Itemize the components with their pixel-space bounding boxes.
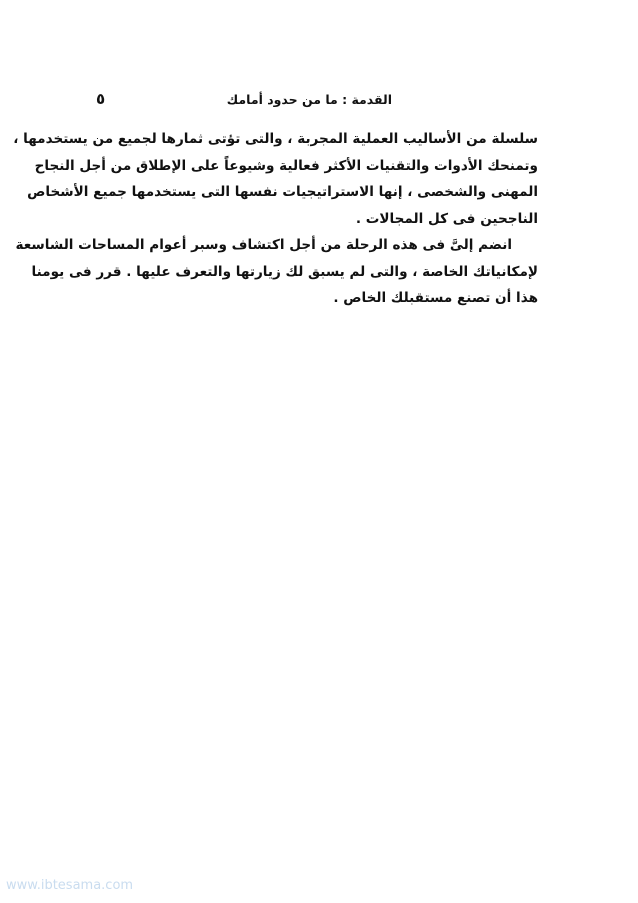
text-line: انضم إلىَّ فى هذه الرحلة من أجل اكتشاف وسبر أعوام المساحات الشاسعة xyxy=(15,237,512,253)
paragraph-1 xyxy=(13,126,538,232)
header-title: القدمة : ما من حدود أمامك xyxy=(226,92,392,107)
text-line: الناجحين فى كل المجالات . xyxy=(355,210,538,227)
text-line: وتمنحك الأدوات والتقنيات الأكثر فعالية وشيوعاً على الإطلاق من أجل النجاح xyxy=(34,157,538,174)
watermark-text: www.ibtesama.com xyxy=(6,878,134,893)
text-line: المهنى والشخصى ، إنها الاستراتيجيات نفسها التى يستخدمها جميع الأشخاص xyxy=(27,184,538,200)
running-header xyxy=(96,92,538,114)
text-line: لإمكانياتك الخاصة ، والتى لم يسبق لك زيارتها والتعرف عليها . قرر فى يومنا xyxy=(31,263,538,280)
text-line: سلسلة من الأساليب العملية المجربة ، والتى تؤتى ثمارها لجميع من يستخدمها ، xyxy=(13,131,538,147)
page-number: ٥ xyxy=(96,90,106,108)
text-line: هذا أن تصنع مستقبلك الخاص . xyxy=(333,290,538,306)
paragraph-2 xyxy=(15,232,538,312)
body-text xyxy=(13,126,538,312)
